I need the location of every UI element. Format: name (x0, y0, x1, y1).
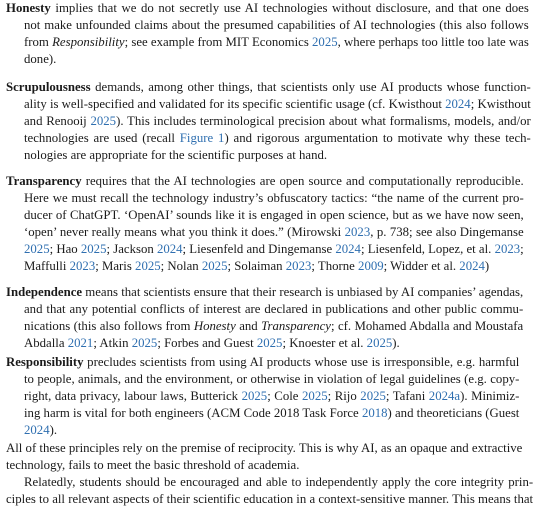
citation-link[interactable]: 2023 (69, 259, 96, 273)
citation-link[interactable]: 2023 (494, 242, 521, 256)
citation-link[interactable]: 2025 (256, 336, 283, 350)
citation-link[interactable]: 2025 (24, 242, 50, 256)
citation-link[interactable]: 2025 (131, 336, 158, 350)
citation-link[interactable]: 2025 (135, 259, 161, 273)
citation-link[interactable]: 2025 (90, 114, 117, 128)
citation-link[interactable]: 2025 (201, 259, 228, 273)
independence-paragraph: Independence means that scientists ensure that their research is unbiased by AI companies’ agendas, and that any potential conflicts of interest are declared in publications and other public commu- nications (this also follows from Honesty and Transparency; cf. Mohamed Abdalla and Moustafa Abdalla 2021; Atkin 2025; Forbes and Guest 2025; Knoester et al. 2025). (6, 285, 524, 350)
citation-link[interactable]: 2024 (24, 423, 50, 437)
closing-paragraph: All of these principles rely on the premise of reciprocity. This is why AI, as an opaque and extractive technology, fails to meet the basic threshold of academia. (6, 441, 523, 472)
transparency-term: Transparency (6, 174, 82, 188)
scrupulousness-paragraph: Scrupulousness demands, among other things, that scientists only use AI products whose function- ality is well-specified and validated for its specific scientific usage (cf. Kwisthout 2024; Kwisthout and Renooij 2025). This includes terminological precision about what formalisms, models, and/or technologies are used (recall Figure 1) and rigorous argumentation to motivate why these tech- nologies are appropriate for the scientific purposes at hand. (6, 80, 531, 162)
independence-term: Independence (6, 285, 83, 299)
citation-link[interactable]: 2024a (428, 389, 461, 403)
scrupulousness-term: Scrupulousness (6, 80, 91, 94)
transparency-paragraph: Transparency requires that the AI technologies are open source and computationally reproducible. Here we must recall the technology industry’s obfuscatory tactics: “the name of the current pro- ducer of ChatGPT. ‘OpenAI’ sounds like it is engaged in open science, but as we have now seen, ‘open’ never really means what you think it does.” (Mirowski 2023, p. 738; see also Dingemanse 2025; Hao 2025; Jackson 2024; Liesenfeld and Dingemanse 2024; Liesenfeld, Lopez, et al. 2023; Maffulli 2023; Maris 2025; Nolan 2025; Solaiman 2023; Thorne 2009; Widder et al. 2024) (6, 174, 524, 273)
relatedly-paragraph: Relatedly, students should be encouraged and able to independently apply the core integrity prin- ciples to all relevant aspects of their scientific education in a context-sensitive manner. This means that (6, 475, 533, 506)
citation-link[interactable]: 2025 (312, 35, 338, 49)
citation-link[interactable]: 2025 (302, 389, 328, 403)
citation-link[interactable]: 2024 (459, 259, 485, 273)
citation-link[interactable]: 2024 (335, 242, 361, 256)
citation-link[interactable]: 2024 (156, 242, 183, 256)
figure-link[interactable]: Figure 1 (179, 131, 225, 145)
citation-link[interactable]: 2023 (285, 259, 312, 273)
citation-link[interactable]: 2021 (67, 336, 94, 350)
citation-link[interactable]: 2023 (344, 225, 371, 239)
citation-link[interactable]: 2018 (361, 406, 388, 420)
citation-link[interactable]: 2025 (241, 389, 268, 403)
citation-link[interactable]: 2024 (445, 97, 471, 111)
responsibility-term: Responsibility (6, 355, 84, 369)
citation-link[interactable]: 2025 (366, 336, 393, 350)
honesty-paragraph: Honesty implies that we do not secretly use AI technologies without disclosure, and that one does not make unfounded claims about the presumed capabilities of AI technologies (this also follows from Responsibility; see example from MIT Economics 2025, where perhaps too little too late was done). (6, 1, 529, 66)
honesty-term: Honesty (6, 1, 51, 15)
citation-link[interactable]: 2025 (360, 389, 386, 403)
citation-link[interactable]: 2025 (80, 242, 107, 256)
responsibility-paragraph: Responsibility precludes scientists from using AI products whose use is irresponsible, e.g. harmful to people, animals, and the environment, or otherwise in violation of legal guidelines (e.g. copy- right, data privacy, labour laws, Butterick 2025; Cole 2025; Rijo 2025; Tafani 2024a). Minimiz- ing harm is vital for both engineers (ACM Code 2018 Task Force 2018) and theoreticians (Guest 2024). (6, 355, 520, 437)
citation-link[interactable]: 2009 (358, 259, 384, 273)
